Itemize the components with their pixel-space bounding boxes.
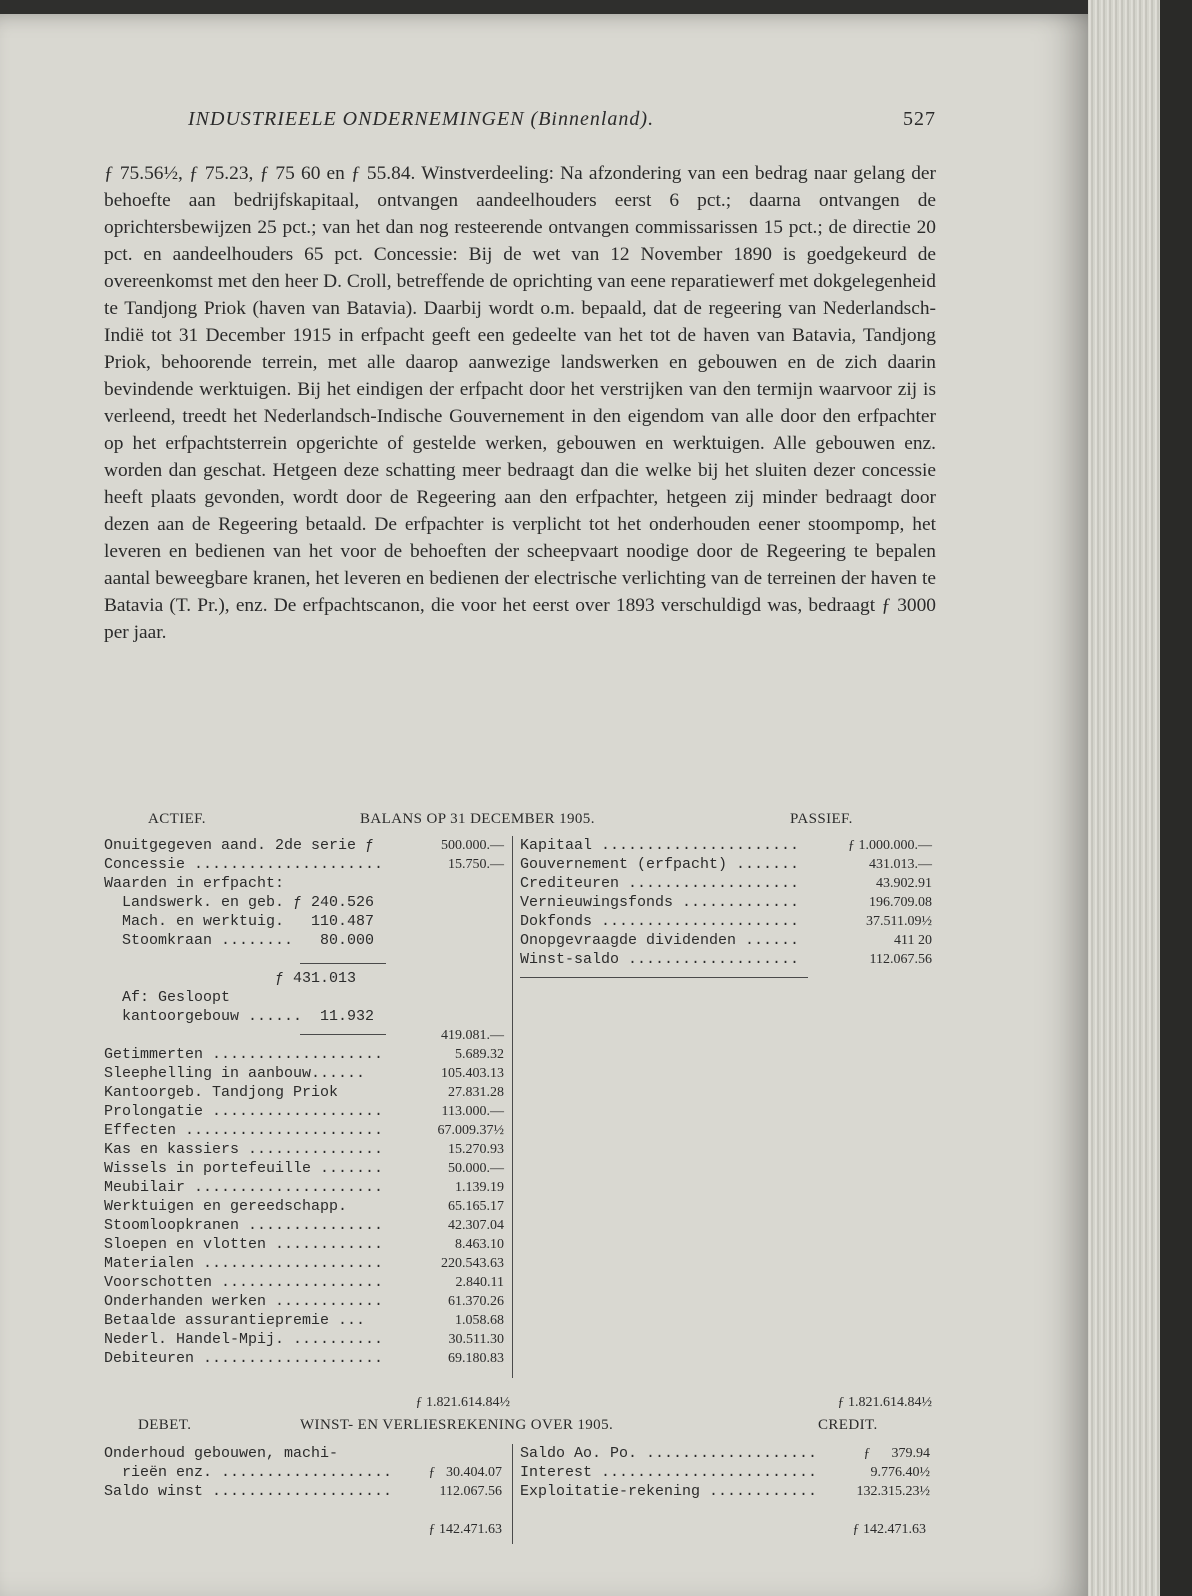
row-amount: 105.403.13 bbox=[441, 1066, 504, 1081]
row-amount: 112.067.56 bbox=[439, 1484, 502, 1499]
row-label: Stoomloopkranen ..... bbox=[104, 1216, 386, 1235]
table-row bbox=[104, 1444, 504, 1463]
balance-title: BALANS OP 31 DECEMBER 1905. bbox=[360, 811, 595, 827]
row-label: Waarden in erfpacht: bbox=[104, 875, 285, 892]
table-row bbox=[104, 855, 504, 874]
row-label: ƒ 431.013 bbox=[104, 970, 357, 987]
table-row bbox=[104, 1045, 504, 1064]
passief-heading: PASSIEF. bbox=[790, 811, 853, 827]
page-number: 527 bbox=[903, 108, 936, 130]
row-amount: 69.180.83 bbox=[448, 1351, 504, 1366]
table-row bbox=[520, 1482, 932, 1501]
table-row bbox=[104, 1254, 504, 1273]
row-amount: 5.689.32 bbox=[455, 1047, 504, 1062]
row-label: Debiteuren ..... bbox=[104, 1349, 386, 1368]
row-label: Sloepen en vlotten ..... bbox=[104, 1235, 386, 1254]
row-label: rieën enz. ..... bbox=[104, 1463, 394, 1482]
table-row bbox=[104, 1482, 504, 1501]
row-amount: 411 20 bbox=[894, 933, 932, 948]
table-row bbox=[104, 1140, 504, 1159]
row-label: Af: Gesloopt bbox=[104, 989, 231, 1006]
table-row bbox=[104, 1121, 504, 1140]
row-amount: 1.058.68 bbox=[455, 1313, 504, 1328]
actief-table bbox=[104, 836, 504, 1376]
row-amount: 50.000.— bbox=[448, 1161, 504, 1176]
table-row bbox=[104, 1273, 504, 1292]
row-label: Kantoorgeb. Tandjong Priok bbox=[104, 1084, 339, 1101]
row-amount: 220.543.63 bbox=[441, 1256, 504, 1271]
table-row bbox=[520, 893, 932, 912]
row-label: Effecten ..... bbox=[104, 1121, 386, 1140]
row-amount: ƒ 1.000.000.— bbox=[848, 838, 932, 853]
row-amount: 431.013.— bbox=[869, 857, 932, 872]
table-row bbox=[104, 1216, 504, 1235]
table-row bbox=[104, 874, 504, 893]
row-amount: 419.081.— bbox=[441, 1028, 504, 1043]
credit-heading: CREDIT. bbox=[818, 1417, 878, 1433]
actief-total: ƒ 1.821.614.84½ bbox=[415, 1395, 510, 1410]
row-label: Exploitatie-rekening ..... bbox=[520, 1482, 816, 1501]
table-row bbox=[104, 1463, 504, 1482]
table-row bbox=[104, 1026, 504, 1045]
row-amount: 500.000.— bbox=[441, 838, 504, 853]
table-row bbox=[520, 931, 932, 950]
row-amount: 8.463.10 bbox=[455, 1237, 504, 1252]
table-row bbox=[520, 950, 932, 969]
row-label: Stoomkraan ........ 80.000 bbox=[104, 932, 375, 949]
row-amount: 27.831.28 bbox=[448, 1085, 504, 1100]
row-amount: ƒ 30.404.07 bbox=[428, 1465, 502, 1480]
table-row bbox=[520, 1444, 932, 1463]
table-row bbox=[104, 931, 504, 950]
row-label: Saldo Ao. Po. ..... bbox=[520, 1444, 816, 1463]
row-label: Onopgevraagde dividenden ..... bbox=[520, 931, 798, 950]
table-row bbox=[104, 1064, 504, 1083]
balance-divider bbox=[512, 836, 513, 1378]
table-row bbox=[104, 1102, 504, 1121]
table-row bbox=[104, 1007, 504, 1026]
subtotal-rule-2 bbox=[300, 1034, 386, 1035]
table-row bbox=[104, 893, 504, 912]
row-amount: ƒ 379.94 bbox=[863, 1446, 930, 1461]
debet-table bbox=[104, 1444, 504, 1504]
row-amount: 15.270.93 bbox=[448, 1142, 504, 1157]
pl-divider bbox=[512, 1444, 513, 1544]
row-label: kantoorgebouw ...... 11.932 bbox=[104, 1008, 375, 1025]
table-row bbox=[104, 1311, 504, 1330]
actief-heading: ACTIEF. bbox=[148, 811, 206, 827]
table-row bbox=[104, 969, 504, 988]
row-label: Prolongatie ..... bbox=[104, 1102, 386, 1121]
table-row bbox=[104, 950, 504, 969]
table-row bbox=[104, 1197, 504, 1216]
row-amount: 67.009.37½ bbox=[437, 1123, 504, 1138]
row-label: Betaalde assurantiepremie ... bbox=[104, 1312, 366, 1329]
pl-title: WINST- EN VERLIESREKENING OVER 1905. bbox=[300, 1417, 614, 1433]
row-label: Crediteuren ..... bbox=[520, 874, 798, 893]
top-shadow bbox=[0, 0, 1192, 14]
table-row bbox=[520, 1463, 932, 1482]
row-label: Nederl. Handel-Mpij. ..... bbox=[104, 1330, 386, 1349]
row-label: Onderhanden werken ..... bbox=[104, 1292, 386, 1311]
row-amount: 9.776.40½ bbox=[870, 1465, 930, 1480]
row-amount: 1.139.19 bbox=[455, 1180, 504, 1195]
table-row bbox=[104, 1178, 504, 1197]
row-label: Werktuigen en gereedschapp. bbox=[104, 1198, 348, 1215]
table-row bbox=[104, 1083, 504, 1102]
row-label: Meubilair ..... bbox=[104, 1178, 386, 1197]
table-row bbox=[520, 836, 932, 855]
table-row bbox=[104, 1349, 504, 1368]
table-row bbox=[520, 912, 932, 931]
table-row bbox=[104, 1330, 504, 1349]
row-label: Wissels in portefeuille ..... bbox=[104, 1159, 386, 1178]
row-amount: 37.511.09½ bbox=[866, 914, 932, 929]
row-amount: 113.000.— bbox=[441, 1104, 504, 1119]
table-row bbox=[104, 836, 504, 855]
passief-table bbox=[520, 836, 932, 976]
credit-total: ƒ 142.471.63 bbox=[852, 1522, 926, 1537]
passief-total: ƒ 1.821.614.84½ bbox=[837, 1395, 932, 1410]
row-label: Mach. en werktuig. 110.487 bbox=[104, 913, 375, 930]
row-label: Onderhoud gebouwen, machi- bbox=[104, 1445, 339, 1462]
debet-heading: DEBET. bbox=[138, 1417, 192, 1433]
row-amount: 65.165.17 bbox=[448, 1199, 504, 1214]
row-amount: 61.370.26 bbox=[448, 1294, 504, 1309]
row-label: Dokfonds ..... bbox=[520, 912, 798, 931]
table-row bbox=[104, 988, 504, 1007]
book-cover-edge bbox=[1160, 0, 1192, 1596]
table-row bbox=[104, 912, 504, 931]
row-amount: 196.709.08 bbox=[869, 895, 932, 910]
table-row bbox=[104, 1159, 504, 1178]
row-label: Vernieuwingsfonds ..... bbox=[520, 893, 798, 912]
row-label: Voorschotten ..... bbox=[104, 1273, 386, 1292]
row-label: Gouvernement (erfpacht) ..... bbox=[520, 855, 798, 874]
row-label: Saldo winst ..... bbox=[104, 1482, 394, 1501]
row-amount: 43.902.91 bbox=[876, 876, 932, 891]
table-row bbox=[520, 874, 932, 893]
debet-total: ƒ 142.471.63 bbox=[428, 1522, 502, 1537]
credit-table bbox=[520, 1444, 932, 1504]
header-title: INDUSTRIEELE ONDERNEMINGEN (Binnenland). bbox=[188, 108, 655, 130]
row-label: Materialen ..... bbox=[104, 1254, 386, 1273]
passief-rule bbox=[520, 977, 808, 978]
row-amount: 15.750.— bbox=[448, 857, 504, 872]
body-paragraph: ƒ 75.56½, ƒ 75.23, ƒ 75 60 en ƒ 55.84. Winstverdeeling: Na afzondering van een bedrag naar gelang der behoefte aan bedrijfskapitaal, ontvangen aandeelhouders eerst 6 pct.; daarna ontvangen de oprichtersbewijzen 25 pct.; van het dan nog resteerende ontvangen commissarissen 15 pct.; de directie 20 pct. en aandeelhouders 65 pct. Concessie: Bij de wet van 12 November 1890 is goedgekeurd de overeenkomst met den heer D. Croll, betreffende de oprichting van eene reparatiewerf met dokgelegenheid te Tandjong Priok (haven van Batavia). Daarbij wordt o.m. bepaald, dat de regeering van Nederlandsch-Indië tot 31 December 1915 in erfpacht geeft een gedeelte van het tot de haven van Batavia, Tandjong Priok, behoorende terrein, met alle daarop aanwezige landswerken en gebouwen en de zich daarin bevindende werktuigen. Bij het eindigen der erfpacht door het verstrijken van den termijn waarvoor zij is verleend, treedt het Nederlandsch-Indische Gouvernement in den eigendom van alle door den erfpachter op het erfpachtsterrein opgerichte of gestelde werken, gebouwen en werktuigen. Alle gebouwen enz. worden dan geschat. Hetgeen deze schatting meer bedraagt dan die welke bij het sluiten dezer concessie heeft plaats gevonden, wordt door de Regeering aan den erfpachter, hetgeen zij minder bedraagt door dezen aan de Regeering betaald. De erfpachter is verplicht tot het onderhouden eener stoompomp, het leveren en bedienen van het voor de behoeften der scheepvaart noodige door de Regeering te bepalen aantal beweegbare kranen, het leveren en bedienen der electrische verlichting van de terreinen der haven te Batavia (T. Pr.), enz. De erfpachtscanon, die voor het eerst over 1893 verschuldigd was, bedraagt ƒ 3000 per jaar. bbox=[104, 163, 936, 643]
row-label: Getimmerten ..... bbox=[104, 1045, 386, 1064]
row-label: Interest ..... bbox=[520, 1463, 816, 1482]
row-label: Concessie ..... bbox=[104, 855, 386, 874]
row-label: Kapitaal ..... bbox=[520, 836, 798, 855]
row-amount: 132.315.23½ bbox=[856, 1484, 930, 1499]
subtotal-rule bbox=[300, 963, 386, 964]
row-label: Kas en kassiers ..... bbox=[104, 1140, 386, 1159]
row-amount: 42.307.04 bbox=[448, 1218, 504, 1233]
row-label: Onuitgegeven aand. 2de serie ƒ bbox=[104, 837, 375, 854]
row-amount: 2.840.11 bbox=[455, 1275, 504, 1290]
table-row bbox=[520, 855, 932, 874]
row-label: Sleephelling in aanbouw...... bbox=[104, 1065, 366, 1082]
row-label: Landswerk. en geb. ƒ 240.526 bbox=[104, 894, 375, 911]
table-row bbox=[104, 1292, 504, 1311]
row-amount: 112.067.56 bbox=[869, 952, 932, 967]
row-amount: 30.511.30 bbox=[448, 1332, 504, 1347]
row-label: Winst-saldo ..... bbox=[520, 950, 798, 969]
table-row bbox=[104, 1235, 504, 1254]
